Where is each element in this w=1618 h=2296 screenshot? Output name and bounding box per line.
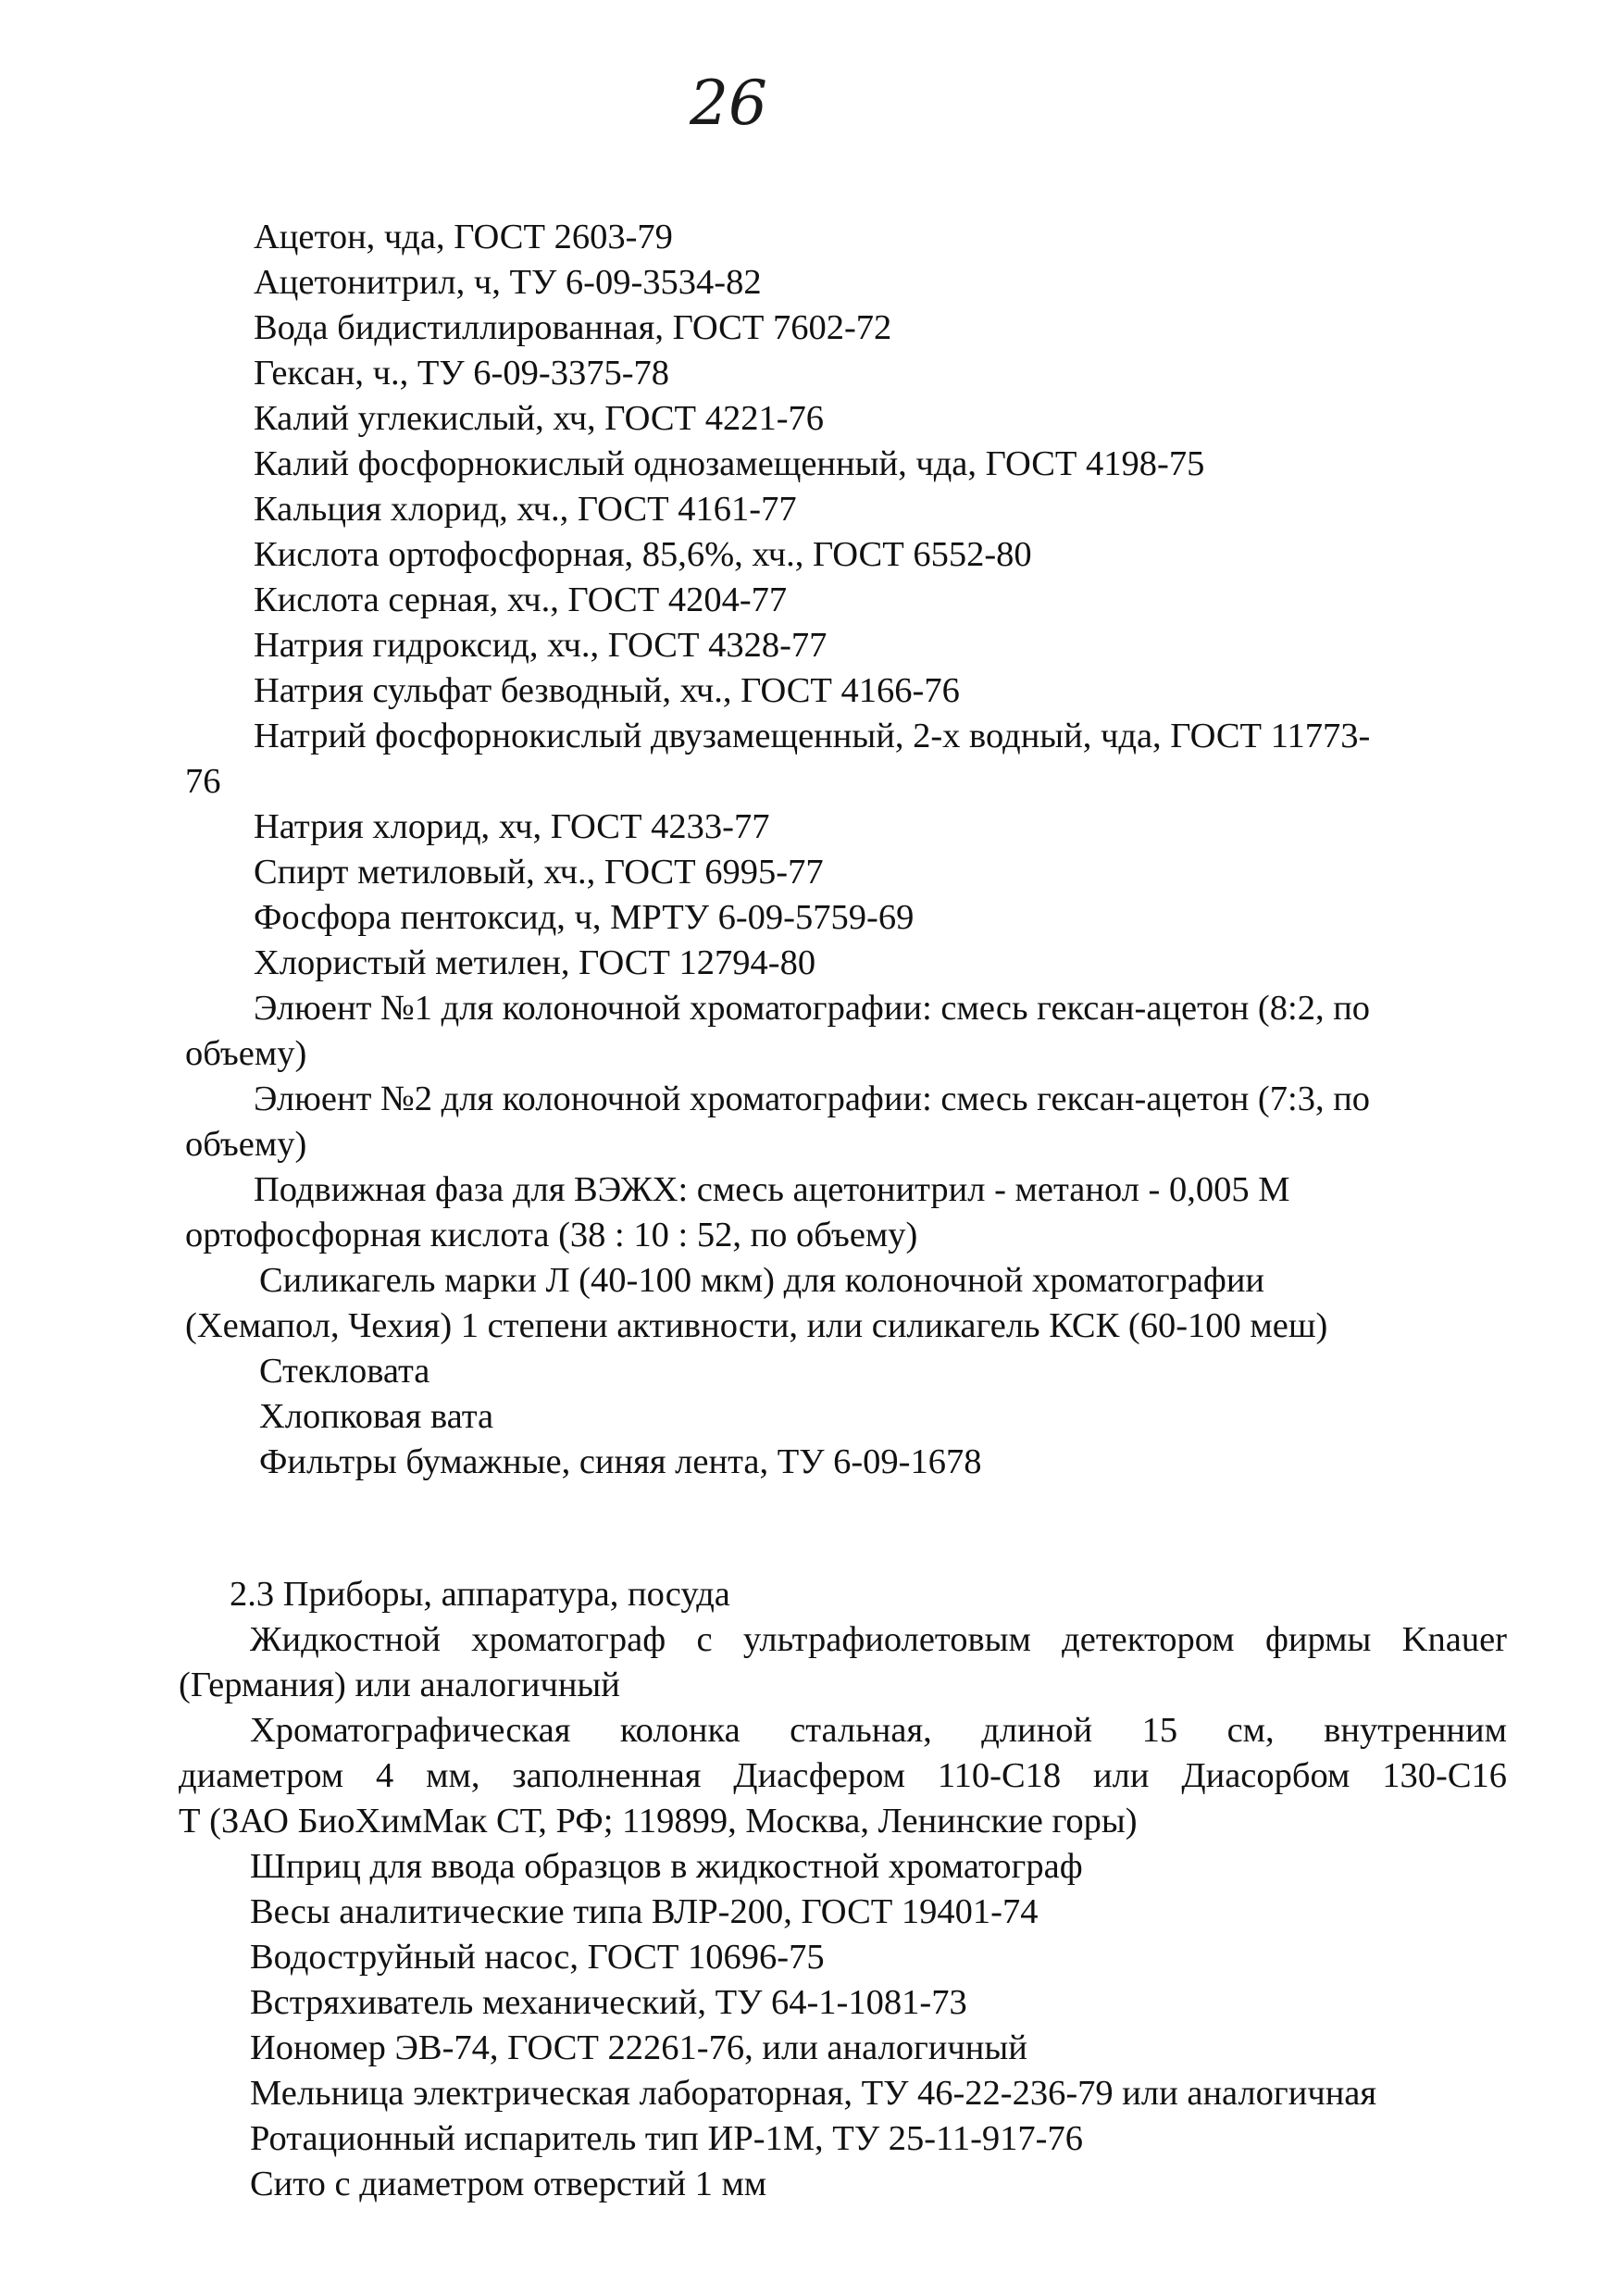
list-item: диаметром 4 мм, заполненная Диасфером 110-С18 или Диасорбом 130-С16 (179, 1756, 1507, 1795)
list-item: ортофосфорная кислота (38 : 10 : 52, по объему) (185, 1216, 918, 1254)
list-item: Силикагель марки Л (40-100 мкм) для колоночной хроматографии (259, 1261, 1265, 1300)
list-item: Гексан, ч., ТУ 6-09-3375-78 (254, 354, 670, 393)
list-item: Водоструйный насос, ГОСТ 10696-75 (250, 1938, 825, 1977)
list-item: Элюент №1 для колоночной хроматографии: смесь гексан-ацетон (8:2, по (254, 989, 1371, 1028)
list-item: объему) (185, 1125, 307, 1164)
list-item: Спирт метиловый, хч., ГОСТ 6995-77 (254, 853, 824, 892)
list-item: Кальция хлорид, хч., ГОСТ 4161-77 (254, 490, 797, 529)
list-item: Вода бидистиллированная, ГОСТ 7602-72 (254, 308, 892, 347)
list-item: Натрий фосфорнокислый двузамещенный, 2-х водный, чда, ГОСТ 11773- (254, 717, 1371, 755)
list-item: Фильтры бумажные, синяя лента, ТУ 6-09-1678 (259, 1442, 982, 1481)
list-item: Натрия сульфат безводный, хч., ГОСТ 4166-76 (254, 671, 960, 710)
list-item: Ацетон, чда, ГОСТ 2603-79 (254, 218, 673, 256)
list-item: Сито с диаметром отверстий 1 мм (250, 2165, 767, 2203)
list-item: Хлопковая вата (259, 1397, 494, 1436)
list-item: Подвижная фаза для ВЭЖХ: смесь ацетонитрил - метанол - 0,005 М (254, 1170, 1290, 1209)
list-item: Натрия хлорид, хч, ГОСТ 4233-77 (254, 807, 770, 846)
list-item: (Хемапол, Чехия) 1 степени активности, или силикагель КСК (60-100 меш) (185, 1306, 1328, 1345)
list-item: Жидкостной хроматограф с ультрафиолетовым детектором фирмы Knauer (250, 1620, 1507, 1659)
list-item: Встряхиватель механический, ТУ 64-1-1081-73 (250, 1983, 967, 2022)
list-item: Стекловата (259, 1352, 430, 1391)
list-item: Т (ЗАО БиоХимМак СТ, РФ; 119899, Москва, Ленинские горы) (179, 1802, 1138, 1841)
list-item: Кислота ортофосфорная, 85,6%, хч., ГОСТ 6552-80 (254, 535, 1032, 574)
list-item: Калий фосфорнокислый однозамещенный, чда, ГОСТ 4198-75 (254, 444, 1205, 483)
list-item: Ацетонитрил, ч, ТУ 6-09-3534-82 (254, 263, 762, 302)
list-item: Ротационный испаритель тип ИР-1М, ТУ 25-11-917-76 (250, 2119, 1083, 2158)
list-item: Натрия гидроксид, хч., ГОСТ 4328-77 (254, 626, 828, 665)
list-item: (Германия) или аналогичный (179, 1666, 620, 1704)
list-item: Элюент №2 для колоночной хроматографии: смесь гексан-ацетон (7:3, по (254, 1079, 1371, 1118)
list-item: Калий углекислый, хч, ГОСТ 4221-76 (254, 399, 825, 438)
page-number: 26 (690, 68, 767, 139)
list-item: Шприц для ввода образцов в жидкостной хроматограф (250, 1847, 1083, 1886)
list-item: Фосфора пентоксид, ч, МРТУ 6-09-5759-69 (254, 898, 915, 937)
section-heading: 2.3 Приборы, аппаратура, посуда (230, 1575, 730, 1614)
list-item: объему) (185, 1034, 307, 1073)
list-item: Хлористый метилен, ГОСТ 12794-80 (254, 943, 816, 982)
list-item: Хроматографическая колонка стальная, длиной 15 см, внутренним (250, 1711, 1507, 1750)
list-item: Кислота серная, хч., ГОСТ 4204-77 (254, 580, 788, 619)
list-item: Мельница электрическая лабораторная, ТУ 46-22-236-79 или аналогичная (250, 2074, 1377, 2113)
list-item: Весы аналитические типа ВЛР-200, ГОСТ 19401-74 (250, 1892, 1039, 1931)
list-item: Иономер ЭВ-74, ГОСТ 22261-76, или аналогичный (250, 2028, 1027, 2067)
list-item: 76 (185, 762, 221, 801)
